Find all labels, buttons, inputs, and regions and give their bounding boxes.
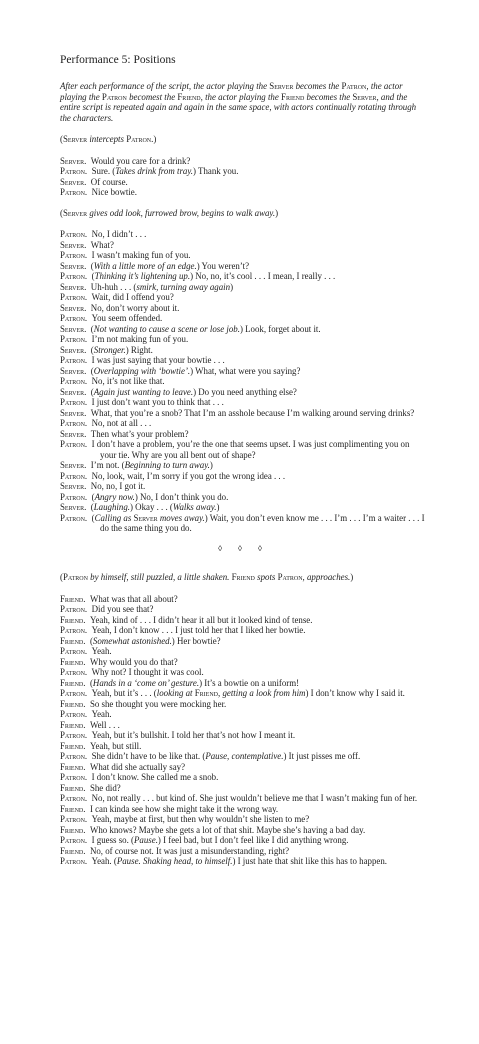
dialogue-line (60, 625, 427, 636)
text-run: ) I feel bad, but I don’t feel like I did anything wrong. (157, 835, 349, 845)
text-run: Yeah. ( (91, 856, 117, 866)
character-name: Friend (177, 91, 201, 102)
dialogue-line (60, 741, 427, 752)
text-run: Yeah, I don’t know . . . I just told her that I liked her bowtie. (91, 625, 306, 635)
dialogue-line (60, 313, 427, 324)
stage-direction-text: spots (254, 572, 278, 582)
stage-direction-text: intercepts (87, 134, 127, 144)
stage-direction-text: Walks away. (172, 502, 217, 512)
stage-direction-text: Beginning to turn away. (124, 460, 210, 470)
text-run: I can kinda see how she might take it the wrong way. (89, 803, 279, 814)
text-run: No, I didn’t . . . (91, 229, 147, 239)
character-name: Patron (101, 91, 127, 102)
text-run: No, no, I got it. (90, 481, 146, 491)
stage-direction-text: Calling as (94, 512, 134, 523)
stage-direction-text: smirk, turning away again (136, 281, 231, 292)
text-run: ) Thank you. (193, 166, 239, 176)
speaker-name: Server. (60, 239, 87, 250)
text-run: Sure. ( (91, 166, 116, 176)
dialogue-line (60, 229, 427, 240)
page-title: Performance 5: Positions (60, 54, 176, 66)
character-name: Friend (194, 688, 219, 698)
dialogue-line (60, 699, 427, 710)
speaker-name: Patron. (60, 166, 88, 176)
text-run: ( (90, 365, 94, 376)
text-run: ( (90, 386, 94, 397)
speaker-name: Patron. (60, 835, 88, 845)
text-run: She did? (89, 782, 121, 793)
speaker-name: Friend. (60, 824, 86, 835)
character-name: Server (62, 134, 88, 144)
dialogue-line (60, 250, 427, 261)
dialogue-line (60, 429, 427, 440)
text-run: ) Look, forget about it. (239, 323, 321, 334)
text-run: No, it’s not like that. (91, 376, 165, 386)
stage-direction-text: Thinking it’s lightening up. (94, 271, 191, 281)
dialogue-line (60, 730, 427, 741)
speaker-name: Server. (60, 302, 87, 313)
dialogue-line (60, 303, 427, 314)
text-run: becomest the (126, 91, 178, 102)
text-run: After each performance of the script, the actor playing the (60, 81, 270, 91)
speaker-name: Patron. (60, 397, 88, 407)
speaker-name: Server. (60, 428, 87, 439)
dialogue-line (60, 334, 427, 345)
text-run: Would you care for a drink? (90, 155, 191, 166)
speaker-name: Patron. (60, 491, 88, 502)
speaker-name: Server. (60, 460, 87, 470)
dialogue-line (60, 804, 427, 815)
text-run: ) It just pisses me off. (283, 751, 361, 761)
text-run: Who knows? Maybe she gets a lot of that shit. Maybe she’s having a bad day. (89, 824, 366, 835)
speaker-name: Server. (60, 260, 87, 271)
dialogue-line (60, 166, 427, 177)
text-run: ( (60, 572, 63, 582)
dialogue-line (60, 667, 427, 678)
speaker-name: Patron. (60, 313, 88, 323)
dialogue-line (60, 492, 427, 503)
text-run: Why would you do that? (89, 656, 178, 667)
text-run: I’m not making fun of you. (91, 334, 189, 344)
text-run: ( (89, 635, 93, 646)
text-run: ) No, no, it’s cool . . . I mean, I really . . . (190, 271, 336, 281)
text-run: ) (216, 502, 220, 512)
stage-direction-text: Stronger. (93, 344, 126, 355)
speaker-name: Patron. (60, 667, 88, 677)
speaker-name: Server. (60, 502, 87, 512)
dialogue-line (60, 793, 427, 804)
dialogue-line (60, 177, 427, 188)
speaker-name: Server. (60, 386, 87, 397)
text-run: ) What, what were you saying? (190, 365, 301, 376)
text-run: ) Do you need anything else? (193, 386, 297, 397)
character-name: Patron (341, 81, 367, 91)
character-name: Server (133, 512, 158, 523)
speaker-name: Patron. (60, 334, 88, 344)
text-run: ) (209, 460, 213, 470)
speaker-name: Patron. (60, 229, 88, 239)
stage-direction-text: , approaches. (302, 572, 351, 582)
dialogue-line (60, 187, 427, 198)
dialogue-block (60, 594, 427, 867)
stage-direction-text: , getting a look from him (218, 688, 306, 698)
text-run: ( (90, 323, 94, 334)
text-run: ( (91, 491, 95, 502)
stage-direction-text: Takes drink from tray. (115, 166, 194, 176)
dialogue-line (60, 720, 427, 731)
text-run: No, not really . . . but kind of. She just wouldn’t believe me that I wasn’t making fun of her. (91, 793, 418, 803)
text-run: ( (91, 512, 95, 523)
text-run: ( (90, 344, 94, 355)
speaker-name: Patron. (60, 730, 88, 740)
speaker-name: Patron. (60, 376, 88, 386)
speaker-name: Friend. (60, 782, 86, 793)
speaker-name: Patron. (60, 355, 88, 365)
dialogue-line (60, 240, 427, 251)
text-run: I just don’t want you to think that . . . (91, 397, 224, 407)
dialogue-line (60, 646, 427, 657)
text-run: , and the entire script is repeated again and again in the same space, with actors continually rotating through the characters. (60, 91, 417, 123)
speaker-name: Patron. (60, 793, 88, 803)
text-run: I don’t have a problem, you’re the one that seems upset. I was just complimenting you on your tie. Why are you all bent out of shape? (91, 439, 410, 460)
speaker-name: Patron. (60, 470, 88, 481)
dialogue-line (60, 397, 427, 408)
speaker-name: Patron. (60, 512, 88, 523)
speaker-name: Patron. (60, 604, 88, 614)
text-run: You seem offended. (91, 313, 163, 323)
text-run: , the actor playing the (60, 81, 403, 102)
text-run: What? (90, 239, 114, 250)
text-run: Well . . . (89, 719, 120, 730)
stage-direction (60, 572, 427, 583)
speaker-name: Patron. (60, 709, 88, 719)
text-run: No, don’t worry about it. (90, 302, 180, 313)
text-run: No, look, wait, I’m sorry if you got the wrong idea . . . (91, 470, 286, 481)
speaker-name: Friend. (60, 845, 86, 856)
speaker-name: Patron. (60, 439, 88, 449)
character-name: Patron (62, 572, 88, 582)
text-run: ) Right. (125, 344, 153, 355)
dialogue-line (60, 271, 427, 282)
text-run: ) (275, 207, 279, 218)
stage-direction-text: Laughing. (93, 502, 130, 512)
speaker-name: Friend. (60, 719, 86, 730)
speaker-name: Friend. (60, 761, 86, 772)
dialogue-line (60, 460, 427, 471)
speaker-name: Server. (60, 176, 87, 187)
text-run: ( (60, 207, 63, 218)
speaker-name: Server. (60, 323, 87, 334)
stage-direction-text: looking at (156, 688, 195, 698)
text-run: , the actor playing the (200, 91, 282, 102)
text-run: ) I don’t know why I said it. (305, 688, 405, 698)
stage-direction (60, 208, 427, 219)
speaker-name: Patron. (60, 187, 88, 197)
text-run: ( (91, 271, 95, 281)
text-run: What, that you’re a snob? That I’m an asshole because I’m walking around serving drinks? (90, 407, 415, 418)
text-run: Yeah, maybe at first, but then why wouldn’t she listen to me? (91, 814, 310, 824)
text-run: I was just saying that your bowtie . . . (91, 355, 225, 365)
character-name: Patron (126, 134, 152, 144)
text-run: Nice bowtie. (91, 187, 137, 197)
text-run: Uh-huh . . . ( (90, 281, 137, 292)
dialogue-line (60, 783, 427, 794)
speaker-name: Friend. (60, 803, 86, 814)
dialogue-line (60, 324, 427, 335)
text-run: ) (350, 572, 354, 582)
dialogue-line (60, 709, 427, 720)
dialogue-line (60, 366, 427, 377)
text-run: becomes the (293, 81, 342, 91)
dialogue-line (60, 594, 427, 605)
dialogue-line (60, 502, 427, 513)
speaker-name: Patron. (60, 250, 88, 260)
text-run: ) You weren’t? (196, 260, 250, 271)
speaker-name: Friend. (60, 614, 86, 625)
dialogue-line (60, 835, 427, 846)
text-run: What was that all about? (89, 593, 178, 604)
stage-direction (60, 134, 427, 145)
stage-direction-text: gives odd look, furrowed brow, begins to walk away. (87, 207, 276, 218)
text-run: Of course. (90, 176, 128, 187)
speaker-name: Server. (60, 407, 87, 418)
section-divider: ◊ ◊ ◊ (218, 543, 269, 553)
text-run: Yeah. (91, 646, 112, 656)
text-run: Then what’s your problem? (90, 428, 189, 439)
dialogue-line (60, 292, 427, 303)
speaker-name: Friend. (60, 593, 86, 604)
dialogue-line (60, 376, 427, 387)
speaker-name: Server. (60, 481, 87, 491)
speaker-name: Friend. (60, 740, 86, 751)
dialogue-line (60, 762, 427, 773)
dialogue-line (60, 688, 427, 699)
speaker-name: Patron. (60, 751, 88, 761)
speaker-name: Patron. (60, 814, 88, 824)
text-run: What did she actually say? (89, 761, 186, 772)
text-run: ) No, I don’t think you do. (134, 491, 229, 502)
dialogue-line (60, 355, 427, 366)
speaker-name: Patron. (60, 271, 88, 281)
character-name: Patron (277, 572, 303, 582)
text-run: No, not at all . . . (91, 418, 152, 428)
text-run: ( (89, 677, 93, 688)
dialogue-line (60, 156, 427, 167)
speaker-name: Patron. (60, 625, 88, 635)
dialogue-line (60, 513, 427, 534)
character-name: Friend (281, 91, 305, 102)
dialogue-line (60, 772, 427, 783)
speaker-name: Patron. (60, 772, 88, 782)
text-run: So she thought you were mocking her. (89, 698, 227, 709)
dialogue-line (60, 408, 427, 419)
text-run: becomes the (304, 91, 353, 102)
text-run: She didn’t have to be like that. ( (91, 751, 206, 761)
stage-direction-text: Pause. Shaking head, to himself. (116, 856, 233, 866)
stage-direction-text: Not wanting to cause a scene or lose job. (93, 323, 240, 334)
dialogue-block (60, 156, 427, 198)
dialogue-line (60, 481, 427, 492)
stage-direction-text: Again just wanting to leave. (93, 386, 194, 397)
character-name: Friend (231, 572, 255, 582)
stage-direction-text: With a little more of an edge. (93, 260, 197, 271)
text-run: I don’t know. She called me a snob. (91, 772, 219, 782)
dialogue-line (60, 604, 427, 615)
text-run: Yeah, but still. (89, 740, 142, 751)
speaker-name: Patron. (60, 688, 88, 698)
text-run: Why not? I thought it was cool. (91, 667, 204, 677)
stage-direction-text: Angry now. (94, 491, 135, 502)
text-run: ( (90, 260, 94, 271)
dialogue-line (60, 439, 427, 460)
text-run: Wait, did I offend you? (91, 292, 174, 302)
character-name: Server (269, 81, 294, 91)
speaker-name: Patron. (60, 418, 88, 428)
stage-direction-text: Somewhat astonished. (92, 635, 172, 646)
script-body (60, 134, 427, 867)
text-run: ) (230, 281, 234, 292)
text-run: I wasn’t making fun of you. (91, 250, 191, 260)
speaker-name: Patron. (60, 292, 88, 302)
speaker-name: Patron. (60, 646, 88, 656)
dialogue-line (60, 282, 427, 293)
dialogue-line (60, 856, 427, 867)
stage-direction-text: Overlapping with ‘bowtie’. (93, 365, 191, 376)
text-run: ) I just hate that shit like this has to happen. (232, 856, 387, 866)
speaker-name: Server. (60, 281, 87, 292)
text-run: ) Wait, you don’t even know me . . . I’m . . . I’m a waiter . . . I do the same thing you do. (100, 512, 425, 533)
stage-direction-text: by himself, still puzzled, a little shaken. (87, 572, 232, 582)
speaker-name: Server. (60, 344, 87, 355)
speaker-name: Friend. (60, 635, 86, 646)
speaker-name: Server. (60, 155, 87, 166)
text-run: Yeah, kind of . . . I didn’t hear it all but it looked kind of tense. (89, 614, 313, 625)
text-run: Yeah, but it’s . . . ( (91, 688, 157, 698)
dialogue-line (60, 615, 427, 626)
text-run: .) (151, 134, 157, 144)
text-run: Did you see that? (91, 604, 154, 614)
text-run: No, of course not. It was just a misunderstanding, right? (89, 845, 290, 856)
dialogue-line (60, 471, 427, 482)
character-name: Server (62, 207, 88, 218)
speaker-name: Friend. (60, 677, 86, 688)
dialogue-line (60, 345, 427, 356)
dialogue-line (60, 825, 427, 836)
character-name: Server (352, 91, 377, 102)
dialogue-line (60, 846, 427, 857)
text-run: Yeah. (91, 709, 112, 719)
stage-direction-text: Pause, contemplative. (205, 751, 284, 761)
dialogue-block (60, 229, 427, 534)
text-run: ) Okay . . . ( (130, 502, 173, 512)
text-run: ( (90, 502, 94, 512)
dialogue-line (60, 636, 427, 647)
dialogue-line (60, 751, 427, 762)
stage-direction-text: Pause. (134, 835, 158, 845)
text-run: ) Her bowtie? (171, 635, 221, 646)
text-run: I guess so. ( (91, 835, 134, 845)
stage-direction-text: moves away. (157, 512, 205, 523)
dialogue-line (60, 261, 427, 272)
stage-direction-text: Hands in a ‘come on’ gesture. (92, 677, 200, 688)
text-run: ( (60, 134, 63, 144)
dialogue-line (60, 387, 427, 398)
text-run: ) It’s a bowtie on a uniform! (199, 677, 300, 688)
dialogue-line (60, 814, 427, 825)
dialogue-line (60, 657, 427, 668)
speaker-name: Friend. (60, 656, 86, 667)
intro-paragraph (60, 81, 427, 123)
dialogue-line (60, 678, 427, 689)
speaker-name: Friend. (60, 698, 86, 709)
speaker-name: Patron. (60, 856, 88, 866)
text-run: I’m not. ( (90, 460, 125, 470)
text-run: Yeah, but it’s bullshit. I told her that’s not how I meant it. (91, 730, 296, 740)
dialogue-line (60, 418, 427, 429)
speaker-name: Server. (60, 365, 87, 376)
